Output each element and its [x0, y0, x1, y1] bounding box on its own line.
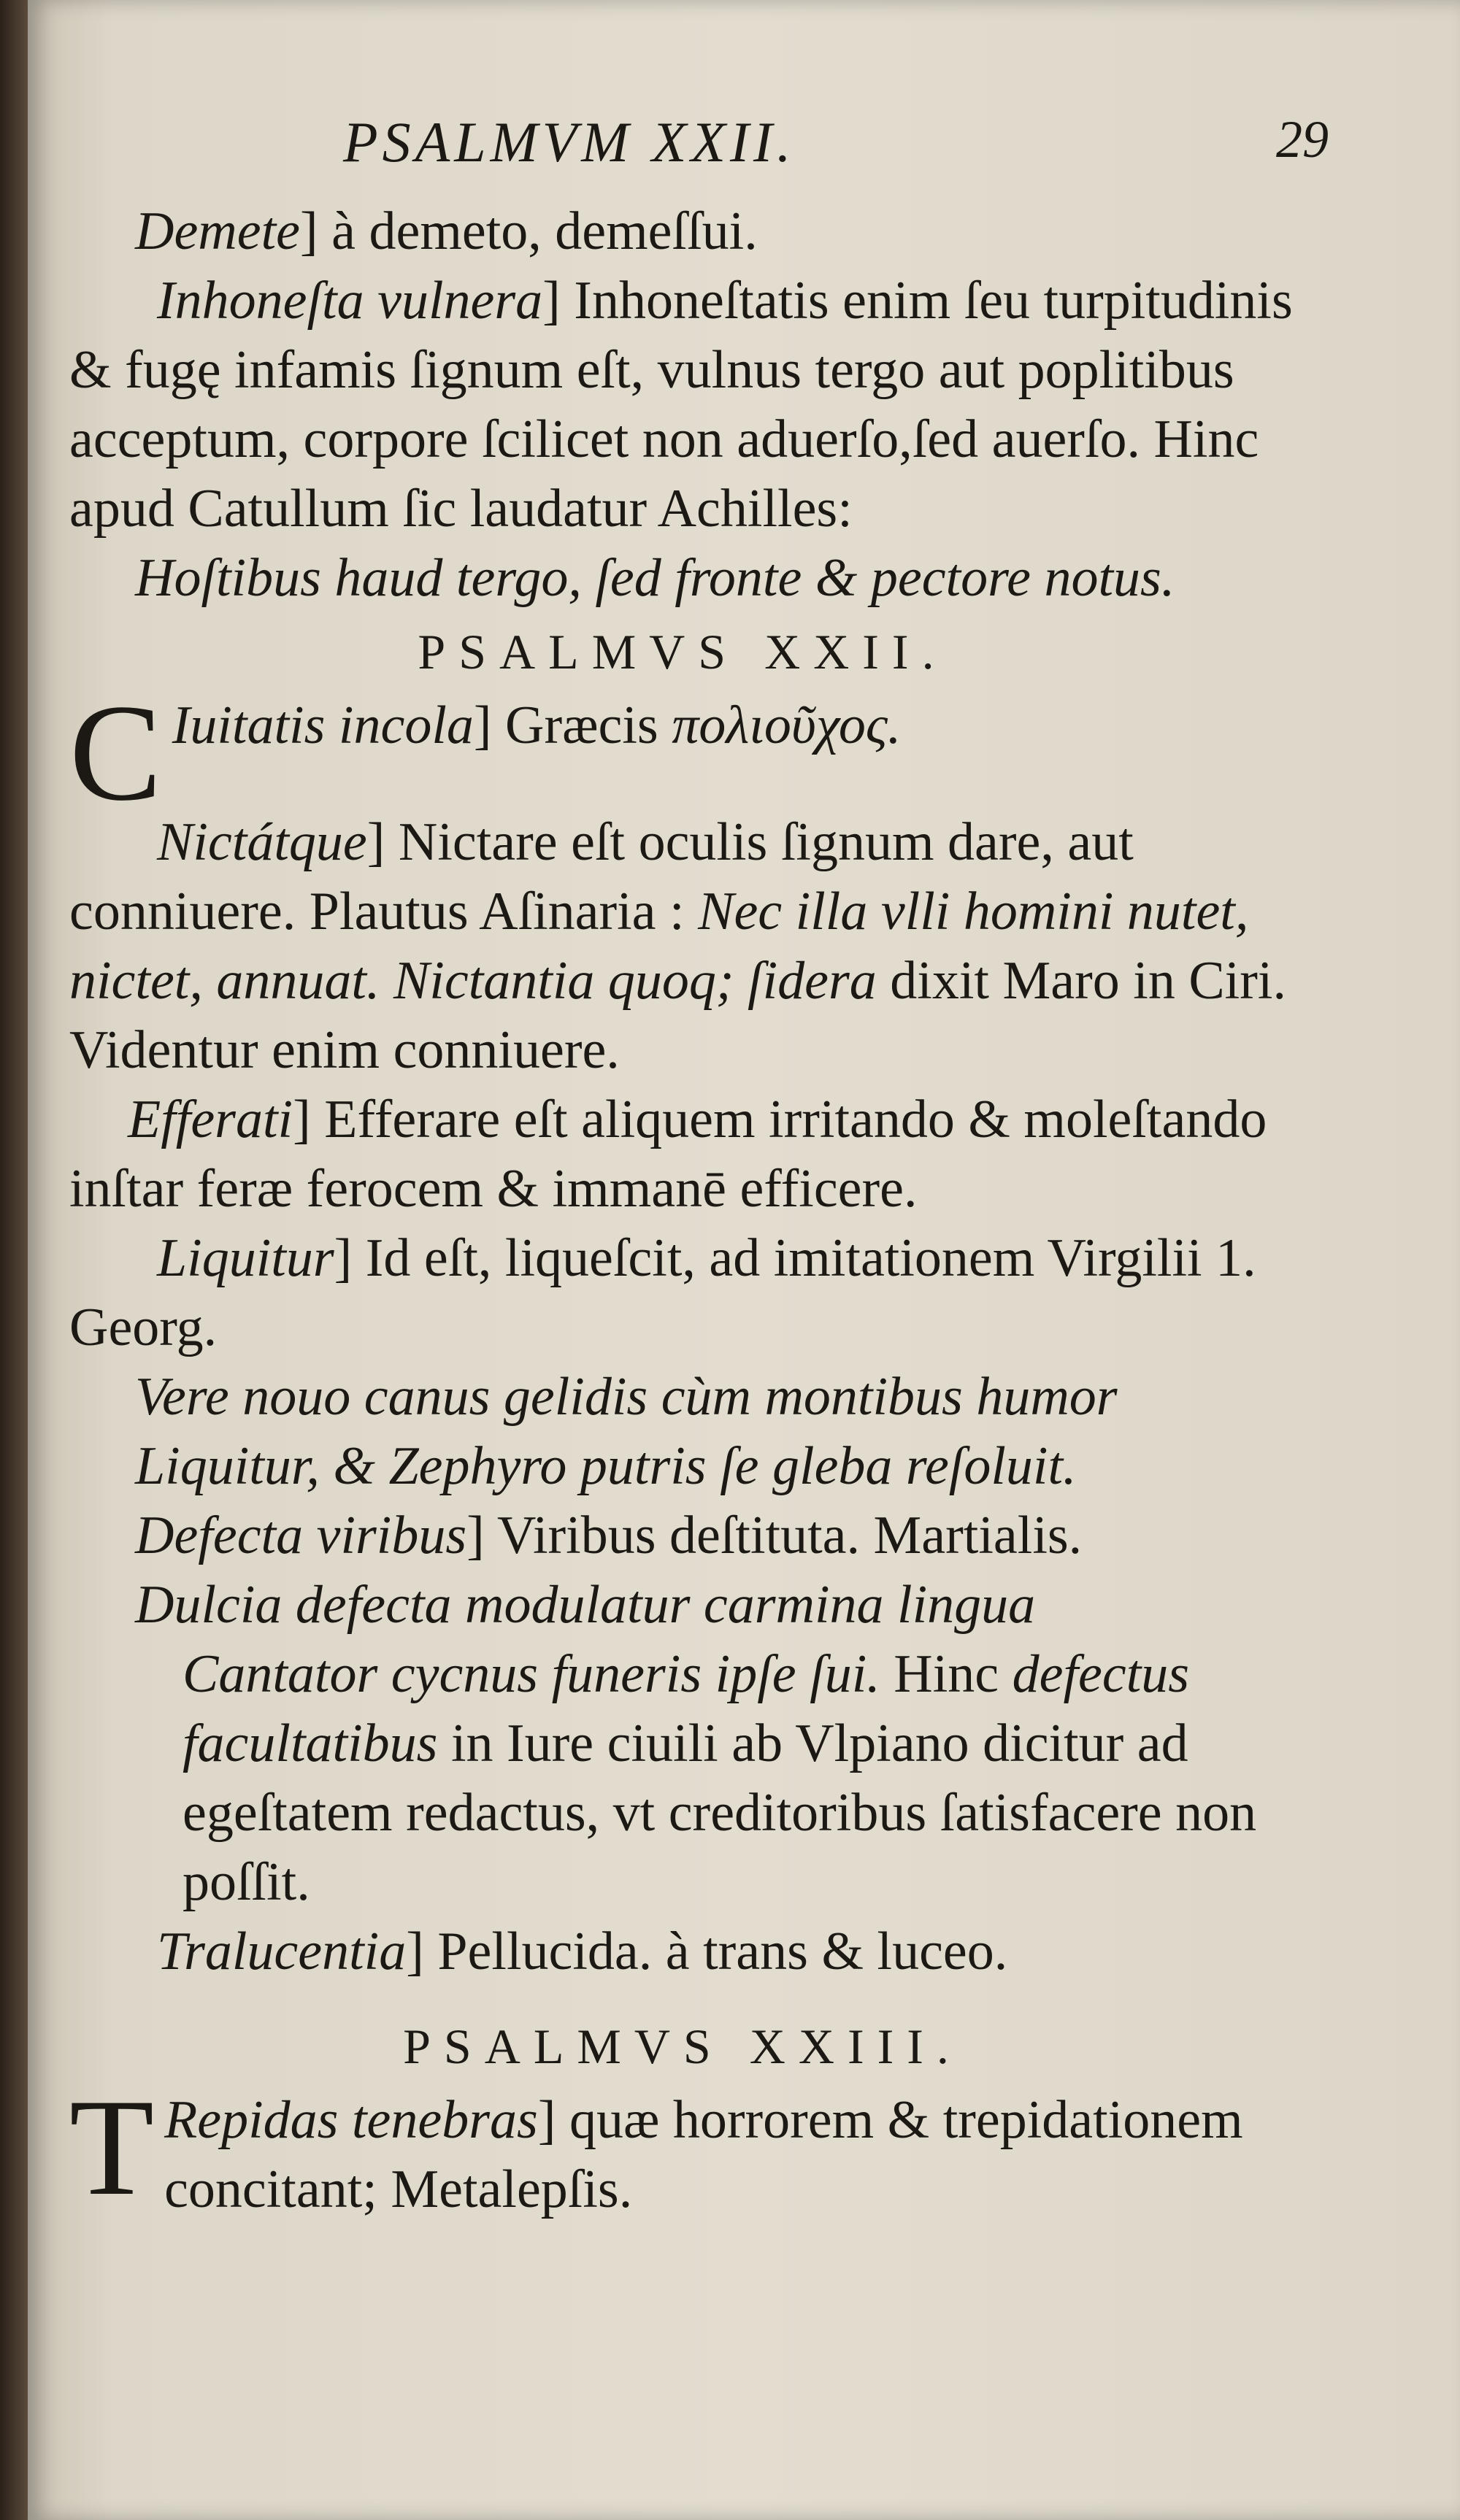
drop-cap: T [69, 2071, 155, 2224]
gloss-text: ] à demeto, demeſſui. [299, 201, 758, 261]
quotation: Nictantia quoq; ſidera [393, 951, 877, 1011]
verse-text: Cantator cycnus funeris ipſe ſui. [182, 1644, 880, 1704]
greek-word: πολιοῦχος. [672, 695, 902, 755]
paragraph [69, 197, 1296, 266]
paragraph [69, 1224, 1296, 1363]
lemma: defectus facultatibus [182, 1644, 1190, 1773]
paragraph [69, 808, 1296, 1085]
verse-text: Hoſtibus haud tergo, ſed fronte & pectore notus. [135, 548, 1175, 608]
verse-text: Liquitur, & Zephyro putris ſe gleba reſoluit. [135, 1436, 1077, 1496]
gloss-text: ] quæ horrorem & trepidationem concitant; Metalepſis. [164, 2090, 1243, 2219]
lemma: Defecta viribus [135, 1506, 467, 1565]
page-text [69, 197, 1296, 2224]
paragraph [69, 1501, 1296, 1571]
verse-line [69, 1363, 1296, 1432]
section-heading: PSALMVS XXII. [418, 624, 948, 679]
gloss-text: ] Inhoneſtatis enim ſeu turpitudinis & fugę infamis ſignum eſt, vulnus tergo aut poplitibus acceptum, corpore ſcilicet non aduerſo,ſed auerſo. Hinc apud Catullum ſic laudatur Achilles: [69, 271, 1293, 539]
paragraph [69, 1085, 1296, 1224]
gloss-text: dixit Maro in Ciri. Videntur enim conniuere. [69, 951, 1286, 1080]
lemma: Efferati [128, 1090, 293, 1149]
paragraph [69, 1917, 1296, 1987]
gloss-text: ] Græcis [473, 695, 658, 755]
verse-text: Dulcia defecta modulatur carmina lingua [135, 1575, 1036, 1635]
lemma: Liquitur [157, 1228, 334, 1288]
lemma: Iuitatis incola [172, 695, 474, 755]
paragraph [69, 1640, 1296, 1917]
running-title: PSALMVM XXII. [343, 110, 796, 174]
lemma: Nictátque [157, 812, 367, 872]
gloss-text: ] Viribus deſtituta. Martialis. [466, 1506, 1083, 1565]
gloss-text: ] Nictare eſt oculis ſignum dare, aut conniuere. Plautus Aſinaria : [69, 812, 1134, 941]
verse-line [69, 544, 1296, 613]
verse-line [69, 1432, 1296, 1501]
gloss-text: in Iure ciuili ab Vlpiano dicitur ad egeſtatem redactus, vt creditoribus ſatisfacere non poſſit. [182, 1714, 1257, 1912]
paragraph [69, 677, 1296, 830]
paragraph [69, 2071, 1296, 2224]
lemma: Tralucentia [157, 1922, 407, 1981]
page-number: 29 [1276, 110, 1329, 169]
gloss-text: Hinc [894, 1644, 999, 1704]
lemma: Repidas tenebras [164, 2090, 538, 2150]
verse-text: Vere nouo canus gelidis cùm montibus humor [135, 1367, 1118, 1427]
page-header [343, 109, 1329, 182]
paragraph [69, 266, 1296, 544]
drop-cap: C [69, 677, 162, 830]
book-spine-shadow [0, 0, 28, 2520]
gloss-text: ] Id eſt, liqueſcit, ad imitationem Virgilii 1. Georg. [69, 1228, 1256, 1357]
quotation: Nec illa vlli homini nutet, nictet, annuat. [69, 882, 1249, 1011]
lemma: Demete [135, 201, 300, 261]
gloss-text: ] Pellucida. à trans & luceo. [406, 1922, 1008, 1981]
section-heading: PSALMVS XXIII. [403, 2019, 962, 2074]
verse-line [69, 1571, 1296, 1640]
lemma: Inhoneſta vulnera [157, 271, 543, 331]
gloss-text: ] Efferare eſt aliquem irritando & moleſtando inſtar feræ ferocem & immanē efficere. [69, 1090, 1267, 1219]
